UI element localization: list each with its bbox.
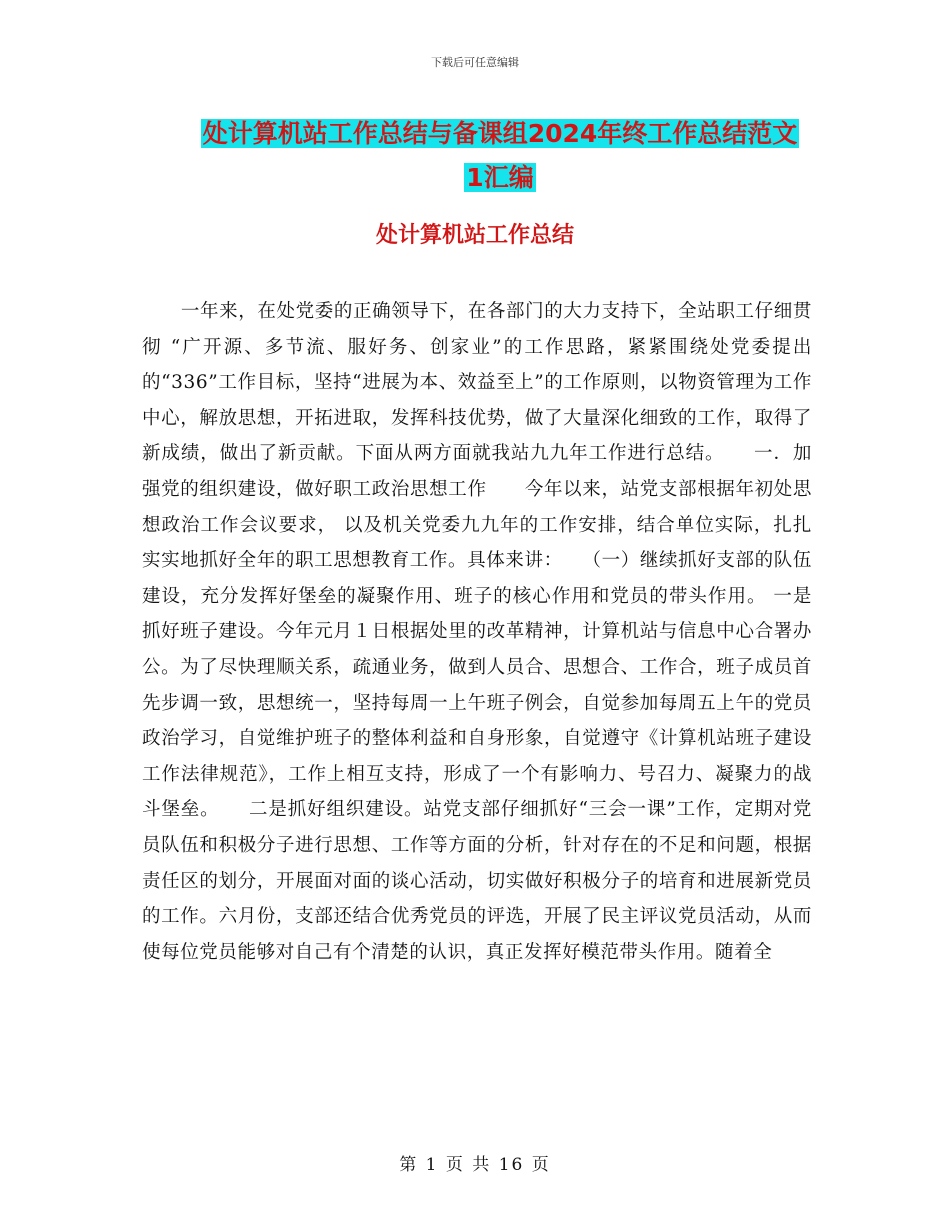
section-heading: 处计算机站工作总结	[375, 223, 574, 248]
page-footer: 第 1 页 共 16 页	[399, 1155, 551, 1175]
document-title-line-2: 1汇编	[466, 163, 534, 192]
document-title	[140, 112, 860, 200]
body-paragraph: 一年来，在处党委的正确领导下，在各部门的大力支持下，全站职工仔细贯彻 “广开源、多节流、服好务、创家业”的工作思路，紧紧围绕处党委提出的“336”工作目标，坚持“进展为本、效益至上”的工作原则，以物资管理为工作中心，解放思想，开拓进取，发挥科技优势，做了大量深化细致的工作，取得了新成绩，做出了新贡献。下面从两方面就我站九九年工作进行总结。 一．加强党的组织建设，做好职工政治思想工作 今年以来，站党支部根据年初处思想政治工作会议要求， 以及机关党委九九年的工作安排，结合单位实际，扎扎实实地抓好全年的职工思想教育工作。具体来讲： （一）继续抓好支部的队伍建设，充分发挥好堡垒的凝聚作用、班子的核心作用和党员的带头作用。 一是抓好班子建设。今年元月１日根据处里的改革精神，计算机站与信息中心合署办公。为了尽快理顺关系，疏通业务，做到人员合、思想合、工作合，班子成员首先步调一致，思想统一，坚持每周一上午班子例会，自觉参加每周五上午的党员政治学习，自觉维护班子的整体利益和自身形象，自觉遵守《计算机站班子建设工作法律规范》，工作上相互支持，形成了一个有影响力、号召力、凝聚力的战斗堡垒。 二是抓好组织建设。站党支部仔细抓好“三会一课”工作，定期对党员队伍和积极分子进行思想、工作等方面的分析，针对存在的不足和问题，根据责任区的划分，开展面对面的谈心活动，切实做好积极分子的培育和进展新党员的工作。六月份，支部还结合优秀党员的评选，开展了民主评议党员活动，从而使每位党员能够对自己有个清楚的认识，真正发挥好模范带头作用。随着全	[142, 301, 812, 963]
header-note: 下载后可任意编辑	[431, 56, 519, 69]
document-title-line-1: 处计算机站工作总结与备课组2024年终工作总结范文	[202, 119, 798, 148]
